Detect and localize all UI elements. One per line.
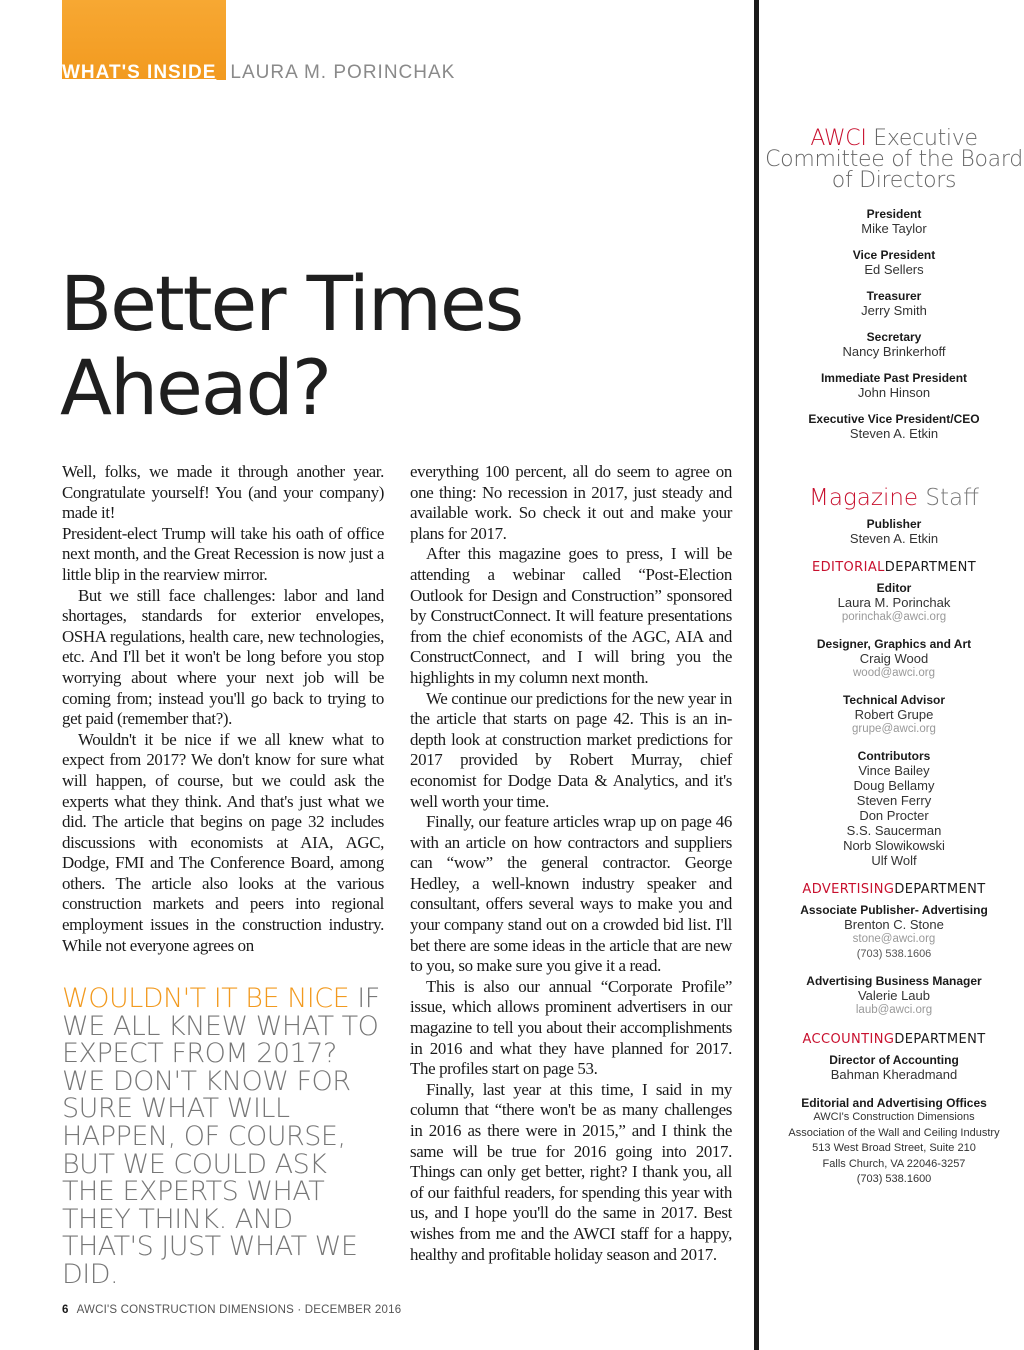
paragraph: After this magazine goes to press, I will be attending a webinar called “Post-Election Outlook for Design and Construction” sponsored by ConstructConnect. It will feature presentations from the chief economists of the AGC, AIA and ConstructConnect, and I will bring you the highlights in my column next month.	[410, 544, 732, 687]
contributor-name: Steven Ferry	[856, 793, 932, 808]
officer-ceo	[764, 412, 1024, 441]
offices-block	[764, 1096, 1024, 1188]
officer-role: Vice President	[852, 248, 936, 262]
paragraph: Wouldn't it be nice if we all knew what to expect from 2017? We don't know for sure what will happen, of course, but we could ask the experts what they think. And that's just what we did. The article that begins on page 32 includes discussions with economists at AIA, AGC, Dodge, FMI and The Conference Board, among others. The article also looks at the various construction markets and peers into regional employment issues in the construction industry. While not everyone agrees on	[62, 729, 384, 955]
title-line-1: Better Times	[60, 259, 523, 348]
paragraph: Finally, last year at this time, I said in my column that “there won't be as many challenges in 2016 as there were in 2015,” and I think the same will be true for 2016 going into 2017. Things can only get better, right? I thank you, all of our faithful readers, for spending this year with us, and I hope you'll do the same in 2017. Best wishes from me and the AWCI staff for a happy, healthy and profitable holiday season and 2017.	[410, 1079, 732, 1264]
staff-name: Steven A. Etkin	[849, 531, 939, 546]
dept-name: ADVERTISING	[802, 882, 895, 897]
office-address-line: Association of the Wall and Ceiling Industry	[788, 1126, 1000, 1139]
article-column-1	[62, 462, 384, 956]
offices-heading: Editorial and Advertising Offices	[801, 1096, 987, 1110]
staff-name: Robert Grupe	[854, 707, 934, 722]
committee-heading-brand: AWCI	[810, 126, 867, 151]
staff-heading-text: Staff	[925, 485, 979, 511]
staff-role: Director of Accounting	[829, 1053, 959, 1067]
pull-quote-text: IF WE ALL KNEW WHAT TO EXPECT FROM 2017? WE DON'T KNOW FOR SURE WHAT WILL HAPPEN, OF COURSE, BUT WE COULD ASK THE EXPERTS WHAT THEY THINK. AND THAT'S JUST WHAT WE DID.	[62, 983, 380, 1290]
magazine-heading-brand: Magazine	[809, 485, 919, 511]
officer-name: Steven A. Etkin	[849, 426, 939, 441]
staff-associate-publisher	[764, 903, 1024, 962]
paragraph: everything 100 percent, all do seem to agree on one thing: No recession in 2017, just steady and available work. So check it out and make your plans for 2017.	[410, 462, 732, 543]
accounting-department-heading	[764, 1032, 1024, 1047]
paragraph: This is also our annual “Corporate Profile” issue, which allows prominent advertisers in our magazine to tell you about their accomplishments in 2016 and what they have planned for 2017. The profiles start on page 53.	[410, 976, 732, 1079]
article-column-2	[410, 462, 732, 1265]
column-divider	[754, 0, 759, 1350]
staff-phone: (703) 538.1606	[856, 948, 932, 960]
staff-role: Technical Advisor	[842, 693, 946, 707]
title-line-2: Ahead?	[60, 343, 331, 432]
paragraph: President-elect Trump will take his oath of office next month, and the Great Recession is now just a little blip in the rearview mirror.	[62, 523, 384, 584]
officer-president	[764, 207, 1024, 236]
paragraph: We continue our predictions for the new year in the article that starts on page 42. This is an in-depth look at construction market predictions for 2017 provided by Robert Murray, chief economist for Dodge Data & Analytics, and it's well worth your time.	[410, 688, 732, 811]
staff-name: Laura M. Porinchak	[837, 595, 951, 610]
pull-quote	[62, 985, 382, 1289]
footer-text: AWCI'S CONSTRUCTION DIMENSIONS · DECEMBER 2016	[76, 1304, 402, 1316]
officer-role: Executive Vice President/CEO	[808, 412, 980, 426]
staff-email: stone@awci.org	[852, 933, 936, 945]
office-phone: (703) 538.1600	[856, 1173, 932, 1185]
contributor-name: Norb Slowikowski	[843, 838, 945, 853]
staff-email: laub@awci.org	[855, 1004, 933, 1016]
committee-heading	[764, 128, 1024, 191]
paragraph: Finally, our feature articles wrap up on page 46 with an article on how contractors and suppliers can “wow” the general contractor. George Hedley, a well-known industry speaker and consultant, offers several ways to make you and your company stand out on a crowded bid list. I'll bet there are some ideas in the article that are new to you, so make sure you give it a read.	[410, 812, 732, 976]
dept-name: EDITORIAL	[811, 560, 885, 575]
staff-contributors	[764, 749, 1024, 868]
officer-treasurer	[764, 289, 1024, 318]
officer-role: Secretary	[866, 330, 922, 344]
staff-editor	[764, 581, 1024, 625]
staff-email: grupe@awci.org	[852, 723, 936, 735]
staff-role: Associate Publisher- Advertising	[800, 903, 988, 917]
dept-name: ACCOUNTING	[802, 1032, 895, 1047]
staff-role: Designer, Graphics and Art	[816, 637, 972, 651]
masthead-sidebar	[764, 128, 1024, 1200]
section-label: WHAT'S INSIDE	[62, 62, 217, 83]
pull-quote-highlight: WOULDN'T IT BE NICE	[62, 983, 350, 1014]
officer-past-president	[764, 371, 1024, 400]
staff-role: Contributors	[857, 749, 931, 763]
dept-suffix: DEPARTMENT	[884, 560, 977, 575]
staff-publisher	[764, 517, 1024, 546]
paragraph: But we still face challenges: labor and land shortages, standards for exterior envelopes, OSHA regulations, health care, new technologies, etc. And I'll bet it won't be long before you stop worrying about where your next job will be coming from; instead you'll go back to trying to get paid (remember that?).	[62, 585, 384, 729]
officer-vice-president	[764, 248, 1024, 277]
staff-email: wood@awci.org	[853, 667, 935, 679]
dept-suffix: DEPARTMENT	[894, 882, 986, 897]
contributor-name: S.S. Saucerman	[846, 823, 942, 838]
committee-heading-text: Executive Committee of the Board of Directors	[765, 126, 1023, 193]
section-header	[62, 62, 455, 84]
officer-name: Jerry Smith	[861, 303, 927, 318]
officer-role: President	[866, 207, 922, 221]
staff-name: Bahman Kheradmand	[830, 1067, 958, 1082]
magazine-staff-heading	[764, 485, 1024, 511]
officer-role: Immediate Past President	[820, 371, 968, 385]
page-footer	[62, 1304, 401, 1316]
article-title	[60, 259, 523, 432]
officer-name: Mike Taylor	[861, 221, 927, 236]
officer-name: John Hinson	[857, 385, 931, 400]
staff-role: Publisher	[866, 517, 922, 531]
officer-secretary	[764, 330, 1024, 359]
page-number: 6	[62, 1304, 69, 1316]
office-address-line: AWCI's Construction Dimensions	[813, 1111, 975, 1123]
staff-name: Valerie Laub	[857, 988, 931, 1003]
advertising-department-heading	[764, 882, 1024, 897]
staff-role: Editor	[876, 581, 912, 595]
officer-role: Treasurer	[866, 289, 922, 303]
contributor-name: Vince Bailey	[858, 763, 930, 778]
staff-email: porinchak@awci.org	[841, 611, 947, 623]
staff-name: Craig Wood	[859, 651, 929, 666]
contributor-name: Doug Bellamy	[853, 778, 935, 793]
office-address-line: 513 West Broad Street, Suite 210	[812, 1142, 976, 1154]
staff-role: Advertising Business Manager	[806, 974, 982, 988]
staff-advertising-manager	[764, 974, 1024, 1018]
office-address-line: Falls Church, VA 22046-3257	[822, 1157, 966, 1170]
column-author: LAURA M. PORINCHAK	[230, 62, 456, 83]
contributor-name: Don Procter	[859, 808, 929, 823]
staff-name: Brenton C. Stone	[844, 917, 944, 932]
officer-name: Ed Sellers	[864, 262, 924, 277]
staff-technical-advisor	[764, 693, 1024, 737]
officer-name: Nancy Brinkerhoff	[842, 344, 946, 359]
staff-accounting	[764, 1053, 1024, 1082]
staff-designer	[764, 637, 1024, 681]
paragraph: Well, folks, we made it through another year. Congratulate yourself! You (and your company) made it!	[62, 462, 384, 523]
contributor-name: Ulf Wolf	[871, 853, 917, 868]
dept-suffix: DEPARTMENT	[894, 1032, 986, 1047]
editorial-department-heading	[764, 560, 1024, 575]
